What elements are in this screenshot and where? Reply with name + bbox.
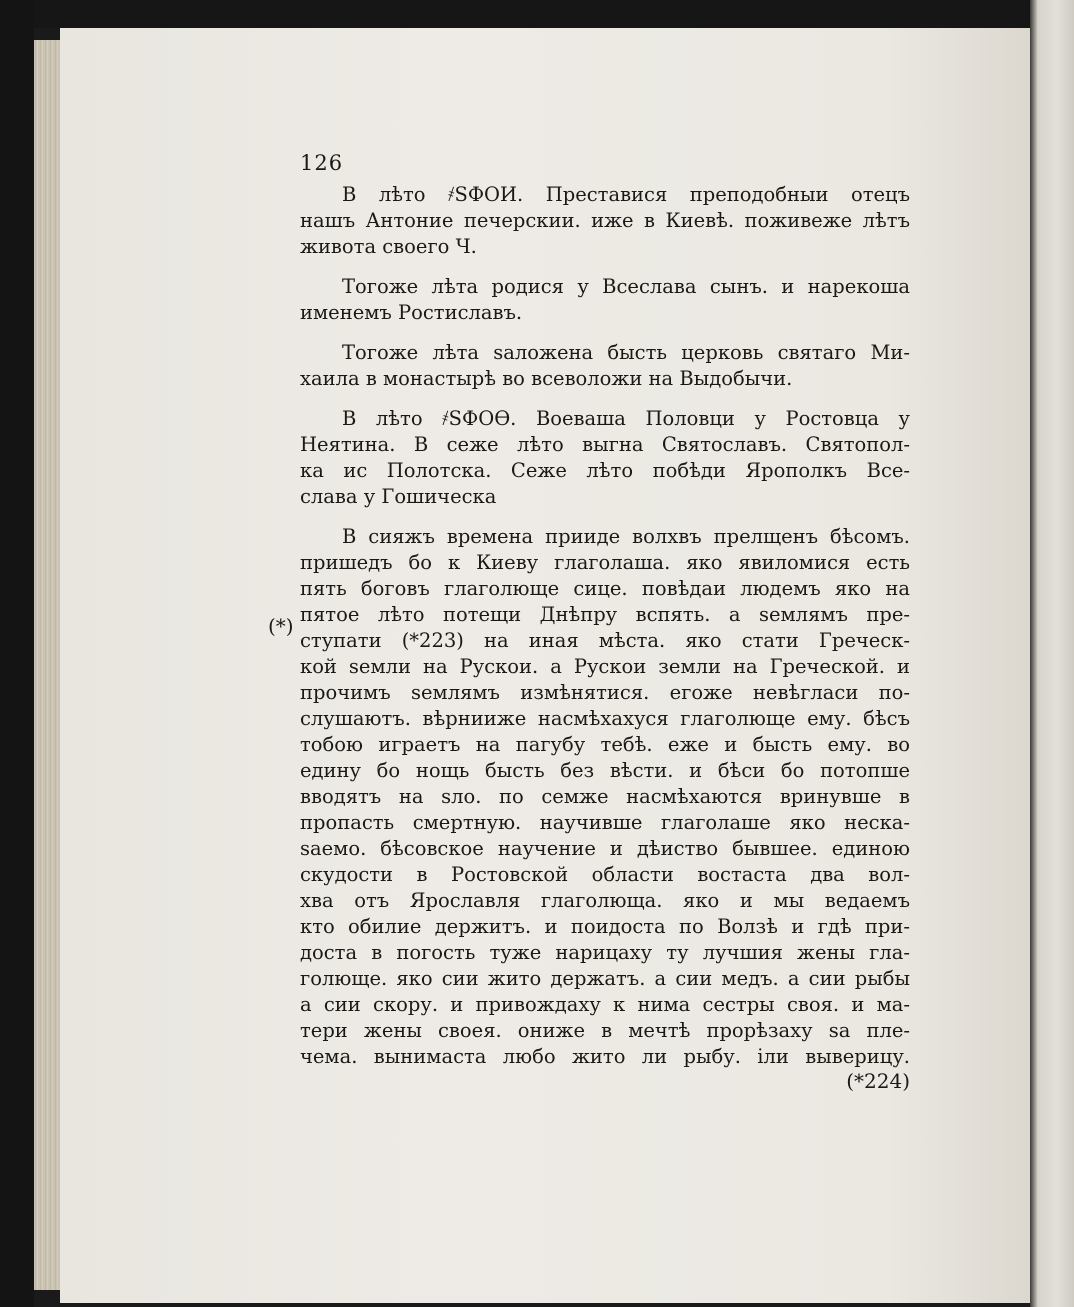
- text-line: прочимъ sемлямъ измѣнятися. егоже невѣгласи по-: [300, 681, 910, 704]
- text-line: вводятъ на sло. по семже насмѣхаются вринувше в: [300, 785, 910, 808]
- text-line: Тогоже лѣта sаложена бысть церковь святаго Ми-: [342, 341, 910, 364]
- text-line: тобою играетъ на пагубу тебѣ. еже и бысть ему. во: [300, 733, 910, 756]
- text-line: В лѣто ҂SФОИ. Преставися преподобныи отецъ: [342, 183, 910, 206]
- facing-page-edge: [1030, 0, 1074, 1307]
- paragraph: [300, 340, 910, 392]
- text-line: кто обилие держитъ. и поидоста по Волзѣ и гдѣ при-: [300, 915, 910, 938]
- text-line: пятое лѣто потещи Днѣпру вспять. а sемлямъ пре-: [300, 603, 910, 626]
- paragraph: [300, 406, 910, 510]
- paragraph: [300, 274, 910, 326]
- text-line: хаила в монастырѣ во всеволожи на Выдобычи.: [300, 367, 793, 390]
- text-line: пять боговъ глаголюще сице. повѣдаи людемъ яко на: [300, 577, 910, 600]
- text-line: Неятина. В сеже лѣто выгна Святославъ. Святопол-: [300, 433, 910, 456]
- text-line: В сияжъ времена приидe волхвъ прелщенъ бѣсомъ.: [342, 525, 910, 548]
- scan-top-border: [0, 0, 1074, 28]
- text-line: слава у Гошическа: [300, 485, 497, 508]
- text-line: ка ис Полотска. Сеже лѣто побѣди Ярополкъ Все-: [300, 459, 910, 482]
- text-line: едину бо нощь бысть без вѣсти. и бѣси бо потопше: [300, 759, 910, 782]
- text-line: скудости в Ростовской области востаста два вол-: [300, 863, 910, 886]
- text-line: sаемо. бѣсовское научение и дѣиство бывшее. единою: [300, 837, 910, 860]
- paragraph: [300, 524, 910, 1070]
- paragraph: [300, 182, 910, 260]
- text-line: ступати (*223) на иная мѣста. яко стати Греческ-: [300, 629, 910, 652]
- page-text: [300, 150, 910, 1094]
- text-line: нашъ Антоние печерскии. иже в Киевѣ. поживеже лѣтъ: [300, 209, 910, 232]
- page-number: 126: [300, 151, 344, 175]
- text-line: Тогоже лѣта родися у Всеслава сынъ. и нарекоша: [342, 275, 910, 298]
- text-line: слушаютъ. вѣрнииже насмѣхахуся глаголюще ему. бѣсъ: [300, 707, 910, 730]
- text-line: хва отъ Ярославля глаголюща. яко и мы ведаемъ: [300, 889, 910, 912]
- text-line: именемъ Ростиславъ.: [300, 301, 523, 324]
- text-line: пропасть смертную. научивше глаголаше яко неска-: [300, 811, 910, 834]
- marginal-note: (*): [268, 614, 294, 638]
- text-line: пришедъ бо к Киеву глаголаша. яко явиломися есть: [300, 551, 910, 574]
- scan-left-border: [0, 0, 34, 1307]
- text-line: доста в погость тужe нарицаху ту лучшия жены гла-: [300, 941, 910, 964]
- text-line: а сии скору. и привождаху к нима сестры своя. и ма-: [300, 993, 910, 1016]
- text-line: живота своего Ч.: [300, 235, 477, 258]
- catchword: (*224): [846, 1069, 910, 1093]
- text-line: чема. вынимаста любо жито ли рыбу. іли выверицу.: [300, 1045, 910, 1068]
- text-line: кой sемли на Рускои. а Рускои земли на Греческой. и: [300, 655, 910, 678]
- text-line: тери жены своея. ониже в мечтѣ прорѣзаху sа пле-: [300, 1019, 910, 1042]
- text-line: В лѣто ҂SФОѲ. Воеваша Половци у Ростовца у: [342, 407, 910, 430]
- text-line: голюще. яко сии жито держатъ. а сии медъ. а сии рыбы: [300, 967, 910, 990]
